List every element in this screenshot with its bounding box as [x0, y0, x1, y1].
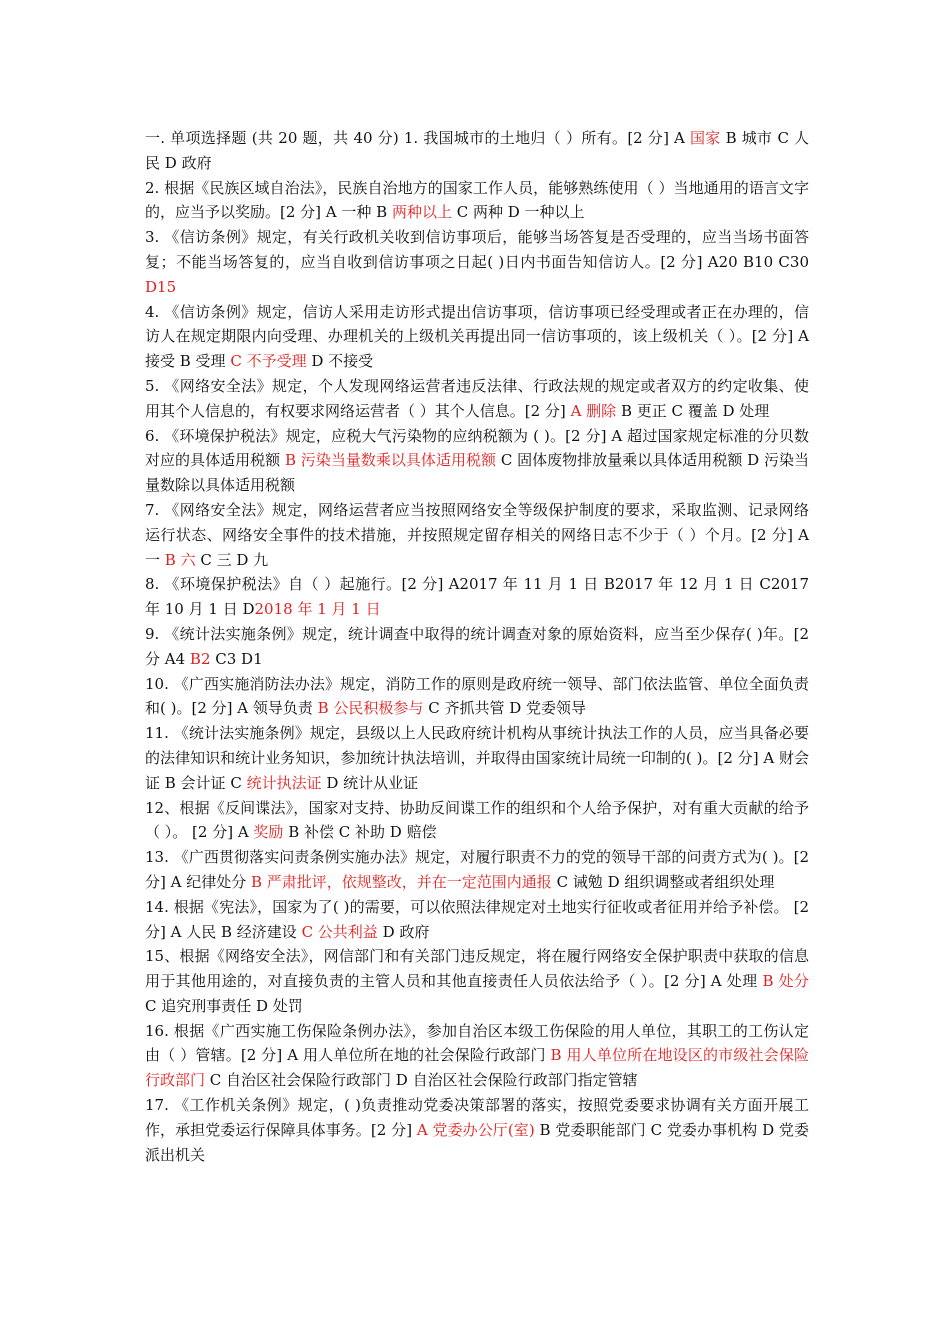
question-item: [145, 225, 809, 299]
question-text: 6. 《环境保护税法》规定，应税大气污染物的应纳税额为 ( )。[2 分] A 超过国家规定标准的分贝数对应的具体适用税额: [145, 426, 809, 470]
question-text: 16. 根据《广西实施工伤保险条例办法》，参加自治区本级工伤保险的用人单位，其职工的工伤认定由（ ）管辖。[2 分] A 用人单位所在地的社会保险行政部门: [145, 1021, 809, 1065]
question-text: C 追究刑事责任 D 处罚: [145, 996, 303, 1015]
answer-highlight: B2: [189, 649, 211, 668]
answer-highlight: C 公共利益: [301, 922, 378, 941]
question-text: 13. 《广西贯彻落实问责条例实施办法》规定，对履行职责不力的党的领导干部的问责方式为( )。[2 分] A 纪律处分: [145, 848, 809, 891]
question-text: C 三 D 九: [195, 550, 269, 569]
question-item: [145, 498, 809, 572]
question-text: B 更正 C 覆盖 D 处理: [616, 401, 770, 420]
question-item: [145, 374, 809, 424]
question-text: 8. 《环境保护税法》自（ ）起施行。[2 分] A2017 年 11 月 1 日 B2017 年 12 月 1 日 C2017 年 10 月 1 日 D: [145, 575, 809, 619]
question-text: 2. 根据《民族区域自治法》，民族自治地方的国家工作人员，能够熟练使用（ ）当地通用的语言文字的，应当予以奖励。[2 分] A 一种 B: [145, 178, 809, 222]
answer-highlight: 奖励: [253, 823, 284, 842]
question-text: 7. 《网络安全法》规定，网络运营者应当按照网络安全等级保护制度的要求，采取监测、记录网络运行状态、网络安全事件的技术措施，并按照规定留存相关的网络日志不少于（ ）个月。[2 分] A 一: [145, 500, 809, 569]
question-item: [145, 845, 809, 895]
question-text: 11. 《统计法实施条例》规定，县级以上人民政府统计机构从事统计执法工作的人员，应当具备必要的法律知识和统计业务知识，参加统计执法培训，并取得由国家统计局统一印制的( )。[2 分] A 财会证 B 会计证 C: [145, 724, 809, 792]
question-item: [145, 1093, 809, 1167]
question-text: C 齐抓共管 D 党委领导: [423, 699, 587, 718]
answer-highlight: A 党委办公厅(室): [416, 1120, 535, 1139]
question-item: [145, 572, 809, 622]
answer-highlight: D15: [145, 277, 177, 296]
question-text: 9. 《统计法实施条例》规定，统计调查中取得的统计调查对象的原始资料，应当至少保存( )年。[2 分 A4: [145, 624, 809, 668]
question-text: 14. 根据《宪法》，国家为了( )的需要，可以依照法律规定对土地实行征收或者征用并给予补偿。 [2 分] A 人民 B 经济建设: [145, 897, 809, 941]
question-item: [145, 944, 809, 1018]
question-text: 5. 《网络安全法》规定，个人发现网络运营者违反法律、行政法规的规定或者双方的约定收集、使用其个人信息的，有权要求网络运营者（ ）其个人信息。[2 分]: [145, 376, 809, 420]
answer-highlight: B 严肃批评，依规整改，并在一定范围内通报: [251, 872, 552, 891]
question-text: 17. 《工作机关条例》规定，( )负责推动党委决策部署的落实，按照党委要求协调有关方面开展工作，承担党委运行保障具体事务。[2 分]: [145, 1096, 809, 1139]
question-text: 一. 单项选择题 (共 20 题，共 40 分) 1. 我国城市的土地归（ ）所有。[2 分] A: [145, 129, 690, 147]
answer-highlight: 国家: [689, 129, 721, 147]
question-item: [145, 176, 809, 226]
question-text: 4. 《信访条例》规定，信访人采用走访形式提出信访事项，信访事项已经受理或者正在办理的，信访人在规定期限内向受理、办理机关的上级机关再提出同一信访事项的，该上级机关（ ）。[2 分] A 接受 B 受理: [145, 302, 809, 371]
answer-highlight: C 不予受理: [230, 352, 307, 371]
answer-highlight: 两种以上: [391, 203, 452, 222]
question-text: C 两种 D 一种以上: [451, 203, 585, 222]
answer-highlight: 2018 年 1 月 1 日: [254, 600, 381, 619]
answer-highlight: B 污染当量数乘以具体适用税额: [284, 451, 497, 470]
answer-highlight: B 用人单位所在地设区的市级社会保险行政部门: [145, 1046, 809, 1090]
question-text: C 固体废物排放量乘以具体适用税额 D 污染当量数除以具体适用税额: [145, 451, 810, 495]
question-text: B 党委职能部门 C 党委办事机构 D 党委派出机关: [145, 1120, 809, 1164]
question-text: D 统计从业证: [321, 773, 419, 792]
question-text: C 自治区社会保险行政部门 D 自治区社会保险行政部门指定管辖: [205, 1071, 638, 1090]
question-text: 10. 《广西实施消防法办法》规定，消防工作的原则是政府统一领导、部门依法监管、单位全面负责和( )。[2 分] A 领导负责: [145, 674, 809, 718]
answer-highlight: B 六: [164, 550, 196, 569]
question-item: [145, 672, 809, 722]
question-item: [145, 721, 809, 795]
question-text: B 城市 C 人民 D 政府: [145, 129, 809, 172]
question-item: [145, 796, 809, 846]
question-text: C 诫勉 D 组织调整或者组织处理: [551, 872, 775, 891]
question-text: D 政府: [377, 922, 430, 941]
answer-highlight: A 删除: [570, 401, 617, 420]
question-item: [145, 300, 809, 374]
question-item: [145, 895, 809, 945]
question-text: C3 D1: [210, 649, 263, 668]
answer-highlight: 统计执法证: [246, 773, 322, 792]
question-text: D 不接受: [306, 352, 374, 371]
question-item: [145, 126, 809, 176]
answer-highlight: B 处分: [762, 972, 809, 991]
question-text: 15、根据《网络安全法》，网信部门和有关部门违反规定，将在履行网络安全保护职责中获取的信息用于其他用途的，对直接负责的主管人员和其他直接责任人员依法给予（ ）。[2 分] A 处理: [145, 947, 809, 991]
question-item: [145, 1019, 809, 1093]
question-item: [145, 424, 809, 498]
question-item: [145, 622, 809, 672]
answer-highlight: B 公民积极参与: [317, 699, 424, 718]
question-text: 3. 《信访条例》规定，有关行政机关收到信访事项后，能够当场答复是否受理的，应当当场书面答复；不能当场答复的，应当自收到信访事项之日起( )日内书面告知信访人。[2 分] A20 B10 C30: [145, 228, 809, 271]
question-text: B 补偿 C 补助 D 赔偿: [283, 823, 437, 842]
document-page: [145, 126, 809, 1167]
question-text: 12、根据《反间谍法》，国家对支持、协助反间谍工作的组织和个人给予保护，对有重大贡献的给予（ ）。 [2 分] A: [145, 798, 809, 842]
